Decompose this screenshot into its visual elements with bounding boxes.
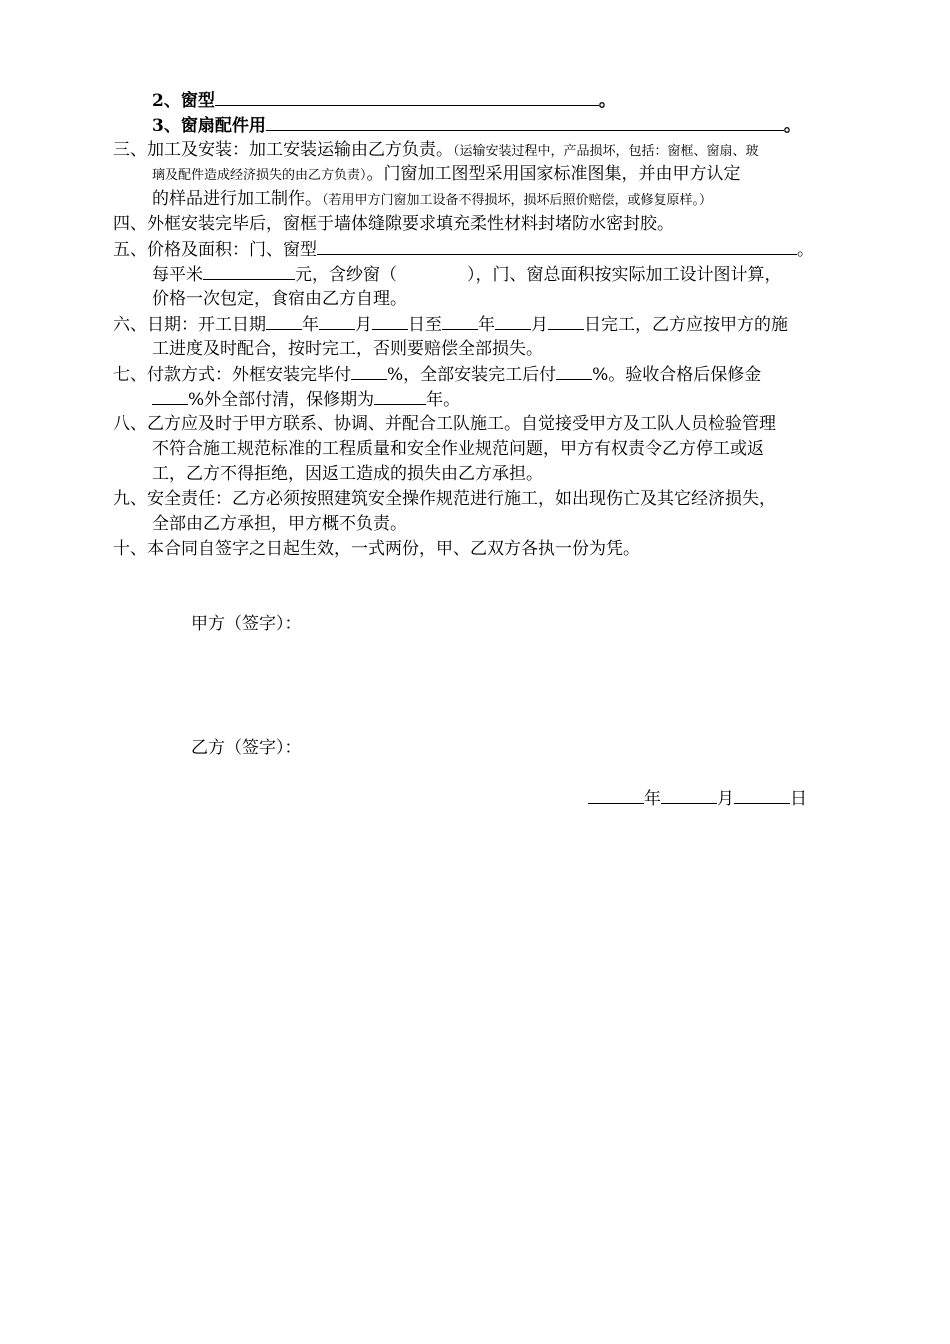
completion-payment-label: %，全部安装完工后付 [387,365,557,385]
sash-fittings-blank[interactable] [266,113,784,131]
clause-8-line-3: 工，乙方不得拒绝，因返工造成的损失由乙方承担。 [152,464,543,484]
clause-5-label: 五、价格及面积：门、窗型 [113,240,317,260]
clause-5-line-3: 价格一次包定，食宿由乙方自理。 [152,289,407,309]
clause-6-line-1 [113,312,788,337]
start-day-blank[interactable] [372,312,408,330]
clause-8-line-2: 不符合施工规范标准的工程质量和安全作业规范问题，甲方有权责令乙方停工或返 [152,439,764,459]
start-date-label: 六、日期：开工日期 [113,315,266,335]
end-day-blank[interactable] [548,312,584,330]
clause-7-line-2 [152,387,460,412]
item-3-end: 。 [783,116,801,136]
clause-4: 四、外框安装完毕后，窗框于墙体缝隙要求填充柔性材料封堵防水密封胶。 [113,214,674,234]
item-3-label: 3、窗扇配件用 [152,116,266,136]
clause-3-main: 三、加工及安装：加工安装运输由乙方负责。 [113,140,453,160]
item-2-label: 2、窗型 [152,91,215,111]
price-per-sqm-label: 每平米 [152,265,203,285]
price-per-sqm-blank[interactable] [203,262,295,280]
clause-7-line-1 [113,362,761,387]
sign-month-blank[interactable] [661,786,717,804]
clause-6-tail: 日完工，乙方应按甲方的施 [584,315,788,335]
start-month-label: 月 [355,315,372,335]
retention-label: %。验收合格后保修金 [592,365,762,385]
warranty-label: %外全部付清，保修期为 [188,390,375,410]
frame-payment-percent-blank[interactable] [351,362,387,380]
clause-5-line-2 [152,262,782,287]
clause-3-note-1: （运输安装过程中，产品损坏，包括：窗框、窗扇、玻 [453,144,759,159]
end-month-label: 月 [531,315,548,335]
end-year-label: 年 [478,315,495,335]
clause-3-note-2: 璃及配件造成经济损失的由乙方负责） [152,168,367,183]
party-b-signature: 乙方（签字）： [191,738,302,758]
clause-5-line-1 [113,237,814,262]
sign-day-blank[interactable] [734,786,790,804]
clause-3-line-2 [152,162,741,188]
clause-3-note-3: （若用甲方门窗加工设备不得损坏，损坏后照价赔偿，或修复原样。） [322,193,713,208]
clause-3-cont-2: 。门窗加工图型采用国家标准图集，并由甲方认定 [366,164,741,184]
clause-3-line-1 [113,138,759,164]
window-type-blank[interactable] [215,88,599,106]
clause-9-line-1: 九、安全责任：乙方必须按照建筑安全操作规范进行施工，如出现伤亡及其它经济损失， [113,489,776,509]
sign-date [588,786,807,811]
end-year-blank[interactable] [442,312,478,330]
clause-3-cont-3: 的样品进行加工制作。 [152,189,322,209]
clause-5-end: 。 [797,240,814,260]
sign-day-label: 日 [790,789,807,809]
warranty-years-label: 年。 [426,390,461,410]
start-year-label: 年 [302,315,319,335]
screen-window-label: 元，含纱窗（ [295,265,397,285]
start-day-to-label: 日至 [408,315,442,335]
completion-payment-percent-blank[interactable] [556,362,592,380]
door-window-type-blank[interactable] [317,237,797,255]
clause-9-line-2: 全部由乙方承担，甲方概不负责。 [152,514,407,534]
clause-8-line-1: 八、乙方应及时于甲方联系、协调、并配合工队施工。自觉接受甲方及工队人员检验管理 [113,414,776,434]
payment-method-label: 七、付款方式：外框安装完毕付 [113,365,351,385]
party-a-signature: 甲方（签字）： [191,614,302,634]
clause-6-line-2: 工进度及时配合，按时完工，否则要赔偿全部损失。 [152,339,543,359]
sign-year-blank[interactable] [588,786,644,804]
sign-year-label: 年 [644,789,661,809]
item-2-window-type [152,88,616,113]
clause-3-line-3 [152,187,712,213]
warranty-years-blank[interactable] [374,387,426,405]
area-calculation-text: ），门、窗总面积按实际加工设计图计算， [467,265,782,285]
clause-10: 十、本合同自签字之日起生效，一式两份，甲、乙双方各执一份为凭。 [113,539,640,559]
start-year-blank[interactable] [266,312,302,330]
item-2-end: 。 [598,91,616,111]
start-month-blank[interactable] [319,312,355,330]
item-3-sash-fittings [152,113,801,138]
end-month-blank[interactable] [495,312,531,330]
sign-month-label: 月 [717,789,734,809]
retention-percent-blank[interactable] [152,387,188,405]
